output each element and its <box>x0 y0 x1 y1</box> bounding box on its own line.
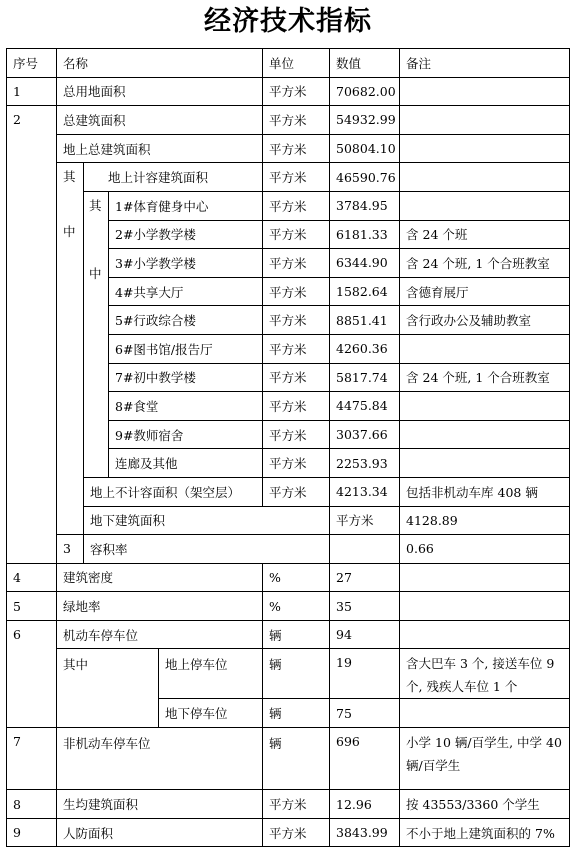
unit-cell: 辆 <box>263 620 330 649</box>
value-cell: 54932.99 <box>330 106 400 135</box>
unit-cell: 平方米 <box>330 506 400 535</box>
table-row <box>7 728 570 790</box>
remark-cell <box>400 106 570 135</box>
remark-cell <box>400 334 570 363</box>
unit-cell: 平方米 <box>263 106 330 135</box>
remark-cell: 含 24 个班, 1 个合班教室 <box>400 363 570 392</box>
table-row <box>7 620 570 649</box>
remark-cell: 含行政办公及辅助教室 <box>400 306 570 335</box>
value-cell: 46590.76 <box>330 163 400 192</box>
value-cell: 3037.66 <box>330 420 400 449</box>
unit-cell: 平方米 <box>263 191 330 220</box>
remark-cell: 包括非机动车库 408 辆 <box>400 477 570 506</box>
value-cell: 35 <box>330 592 400 621</box>
unit-cell: % <box>263 592 330 621</box>
value-cell: 5817.74 <box>330 363 400 392</box>
table-row <box>7 818 570 847</box>
value-cell: 4128.89 <box>400 506 570 535</box>
unit-cell: 平方米 <box>263 134 330 163</box>
name-cell: 地下建筑面积 <box>84 506 330 535</box>
unit-cell: 平方米 <box>263 363 330 392</box>
seq-cell: 8 <box>7 790 57 819</box>
remark-cell: 含 24 个班, 1 个合班教室 <box>400 249 570 278</box>
remark-cell <box>400 77 570 106</box>
unit-cell: % <box>263 563 330 592</box>
value-cell: 6181.33 <box>330 220 400 249</box>
qi-label: 其 <box>63 169 76 185</box>
remark-cell <box>400 699 570 728</box>
table-row <box>7 592 570 621</box>
name-cell: 地上不计容面积（架空层） <box>84 477 263 506</box>
name-cell: 机动车停车位 <box>57 620 263 649</box>
indicator-table <box>6 48 570 847</box>
name-cell: 非机动车停车位 <box>57 728 263 790</box>
remark-cell: 含 24 个班 <box>400 220 570 249</box>
table-row <box>7 77 570 106</box>
remark-cell <box>400 191 570 220</box>
seq-cell: 9 <box>7 818 57 847</box>
unit-cell: 平方米 <box>263 420 330 449</box>
name-cell: 2#小学教学楼 <box>109 220 263 249</box>
seq-cell: 6 <box>7 620 57 727</box>
name-cell: 3#小学教学楼 <box>109 249 263 278</box>
unit-cell: 辆 <box>263 649 330 699</box>
remark-cell <box>400 620 570 649</box>
unit-cell: 平方米 <box>263 477 330 506</box>
unit-cell: 平方米 <box>263 163 330 192</box>
name-cell: 地上总建筑面积 <box>57 134 263 163</box>
name-cell: 容积率 <box>84 535 330 564</box>
name-cell: 绿地率 <box>57 592 263 621</box>
remark-cell: 小学 10 辆/百学生, 中学 40 辆/百学生 <box>400 728 570 790</box>
remark-cell <box>400 134 570 163</box>
unit-cell: 平方米 <box>263 818 330 847</box>
unit-cell: 辆 <box>263 699 330 728</box>
value-cell: 75 <box>330 699 400 728</box>
name-cell: 6#图书馆/报告厅 <box>109 334 263 363</box>
value-cell: 4213.34 <box>330 477 400 506</box>
name-cell: 总建筑面积 <box>57 106 263 135</box>
table-row <box>7 506 570 535</box>
value-cell: 94 <box>330 620 400 649</box>
value-cell: 2253.93 <box>330 449 400 478</box>
unit-cell: 平方米 <box>263 77 330 106</box>
remark-cell: 不小于地上建筑面积的 7% <box>400 818 570 847</box>
header-unit: 单位 <box>263 49 330 78</box>
remark-cell: 含德育展厅 <box>400 277 570 306</box>
seq-cell: 1 <box>7 77 57 106</box>
name-cell: 1#体育健身中心 <box>109 191 263 220</box>
unit-cell: 平方米 <box>263 790 330 819</box>
value-cell: 1582.64 <box>330 277 400 306</box>
remark-cell <box>400 392 570 421</box>
unit-cell: 辆 <box>263 728 330 790</box>
remark-cell <box>400 420 570 449</box>
unit-cell: 平方米 <box>263 392 330 421</box>
qi-label: 其 <box>89 197 102 213</box>
unit-cell: 平方米 <box>263 306 330 335</box>
seq-cell: 2 <box>7 106 57 564</box>
name-cell: 地下停车位 <box>159 699 263 728</box>
value-cell: 3843.99 <box>330 818 400 847</box>
qizhong-outer-cell <box>57 163 84 535</box>
name-cell: 7#初中教学楼 <box>109 363 263 392</box>
remark-cell <box>400 449 570 478</box>
value-cell: 4475.84 <box>330 392 400 421</box>
value-cell: 12.96 <box>330 790 400 819</box>
name-cell: 4#共享大厅 <box>109 277 263 306</box>
header-remark: 备注 <box>400 49 570 78</box>
name-cell: 地上计容建筑面积 <box>84 163 263 192</box>
remark-cell <box>400 163 570 192</box>
table-row <box>7 563 570 592</box>
name-cell: 连廊及其他 <box>109 449 263 478</box>
header-value: 数值 <box>330 49 400 78</box>
unit-cell: 平方米 <box>263 334 330 363</box>
value-cell: 6344.90 <box>330 249 400 278</box>
name-cell: 建筑密度 <box>57 563 263 592</box>
unit-cell <box>330 535 400 564</box>
name-cell: 地上停车位 <box>159 649 263 699</box>
remark-cell <box>400 563 570 592</box>
name-cell: 5#行政综合楼 <box>109 306 263 335</box>
unit-cell: 平方米 <box>263 220 330 249</box>
value-cell: 27 <box>330 563 400 592</box>
qizhong-cell: 其中 <box>57 649 159 728</box>
header-row <box>7 49 570 78</box>
table-row <box>7 163 570 192</box>
unit-cell: 平方米 <box>263 277 330 306</box>
name-cell: 8#食堂 <box>109 392 263 421</box>
remark-cell <box>400 592 570 621</box>
name-cell: 人防面积 <box>57 818 263 847</box>
table-row <box>7 790 570 819</box>
unit-cell: 平方米 <box>263 449 330 478</box>
zhong-label: 中 <box>63 224 76 240</box>
table-row <box>7 477 570 506</box>
value-cell: 19 <box>330 649 400 699</box>
value-cell: 70682.00 <box>330 77 400 106</box>
header-seq: 序号 <box>7 49 57 78</box>
name-cell: 总用地面积 <box>57 77 263 106</box>
value-cell: 50804.10 <box>330 134 400 163</box>
document-title: 经济技术指标 <box>204 6 372 37</box>
name-cell: 生均建筑面积 <box>57 790 263 819</box>
seq-cell: 7 <box>7 728 57 790</box>
table-row <box>7 191 570 220</box>
table-row <box>7 134 570 163</box>
name-cell: 9#教师宿舍 <box>109 420 263 449</box>
seq-cell: 4 <box>7 563 57 592</box>
value-cell: 696 <box>330 728 400 790</box>
value-cell: 3784.95 <box>330 191 400 220</box>
value-cell: 0.66 <box>400 535 570 564</box>
value-cell: 8851.41 <box>330 306 400 335</box>
seq-cell: 3 <box>57 535 84 564</box>
header-name: 名称 <box>57 49 263 78</box>
table-row <box>7 106 570 135</box>
seq-cell: 5 <box>7 592 57 621</box>
qizhong-inner-cell <box>84 191 109 477</box>
value-cell: 4260.36 <box>330 334 400 363</box>
zhong-label: 中 <box>89 265 102 281</box>
table-row <box>7 535 570 564</box>
remark-cell: 按 43553/3360 个学生 <box>400 790 570 819</box>
remark-cell: 含大巴车 3 个, 接送车位 9 个, 残疾人车位 1 个 <box>400 649 570 699</box>
unit-cell: 平方米 <box>263 249 330 278</box>
